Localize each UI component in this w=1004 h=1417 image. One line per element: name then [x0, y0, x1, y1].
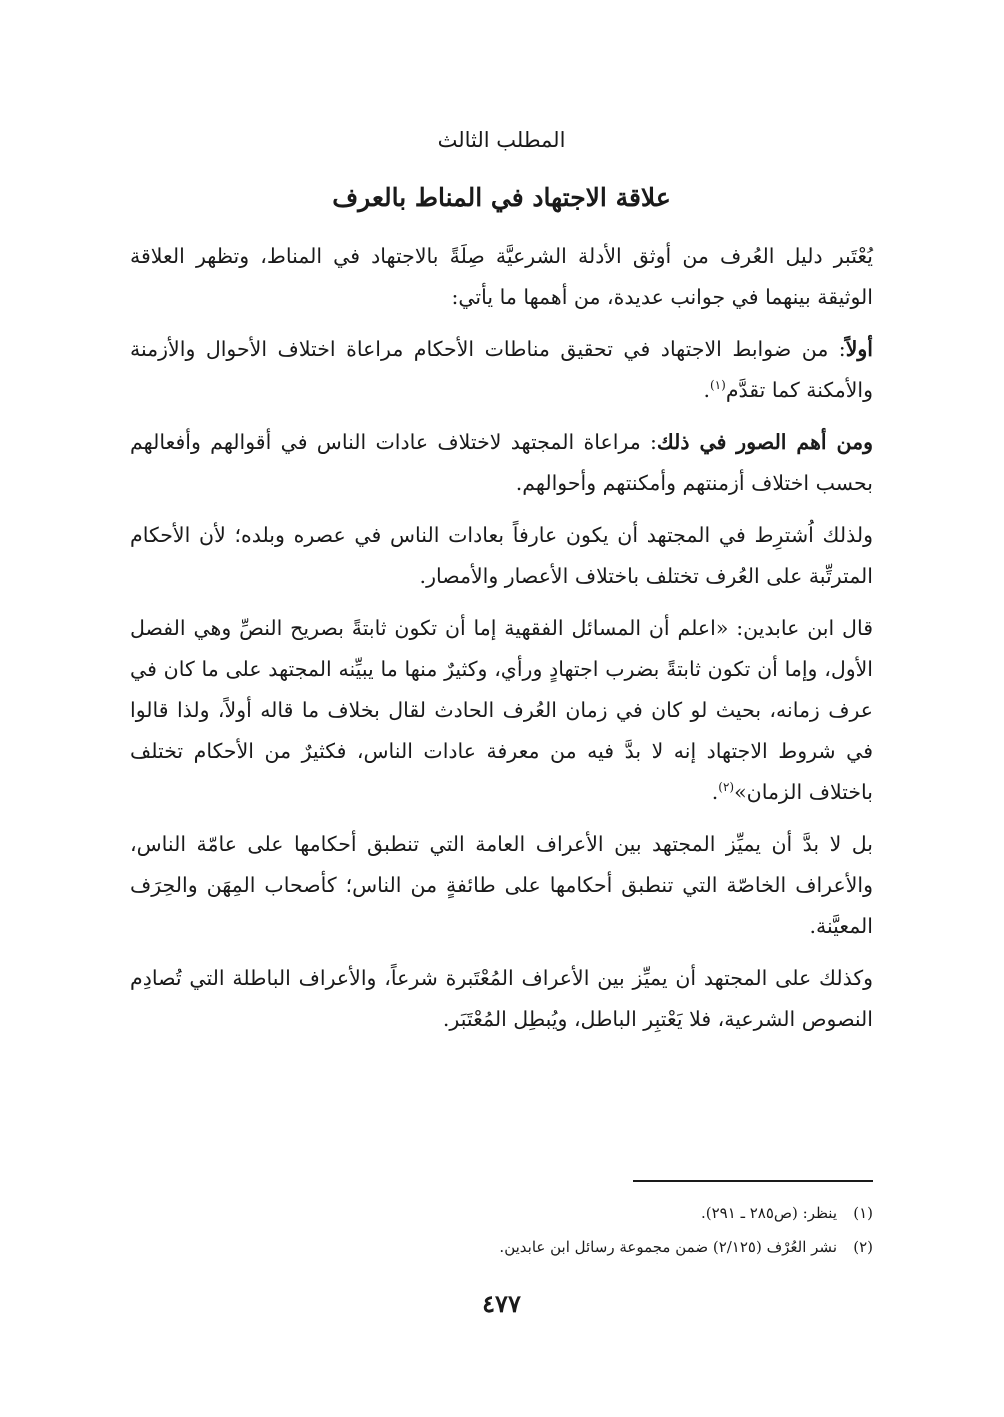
paragraph-3 — [130, 422, 873, 504]
paragraph-2 — [130, 329, 873, 411]
paragraph-1-text: يُعْتَبر دليل العُرف من أوثق الأدلة الشرعيَّة صِلَةً بالاجتهاد في المناط، وتظهر العلاقة الوثيقة بينهما في جوانب عديدة، من أهمها ما يأتي: — [130, 244, 873, 309]
paragraph-5-tail: . — [711, 780, 719, 804]
footnote-1-text: ينظر: (ص٢٨٥ ـ ٢٩١). — [701, 1204, 837, 1222]
paragraph-2-lead: أولاً — [845, 337, 873, 361]
footnotes — [130, 1196, 873, 1264]
paragraph-7 — [130, 958, 873, 1040]
footnote-2 — [130, 1230, 873, 1264]
paragraph-4 — [130, 515, 873, 597]
paragraph-4-text: ولذلك اُشترِط في المجتهد أن يكون عارفاً بعادات الناس في عصره وبلده؛ لأن الأحكام المترتِّبة على العُرف تختلف باختلاف الأعصار والأمصار. — [130, 523, 873, 588]
footnote-ref-1[interactable]: (١) — [709, 378, 726, 393]
footnote-2-text: نشر العُرْف (٢/١٢٥) ضمن مجموعة رسائل ابن عابدين. — [499, 1238, 837, 1256]
footnote-ref-2[interactable]: (٢) — [718, 780, 735, 795]
footnote-1-number: (١) — [853, 1204, 873, 1222]
section-title: علاقة الاجتهاد في المناط بالعرف — [332, 183, 671, 212]
book-page — [130, 0, 873, 1417]
page-number: ٤٧٧ — [482, 1289, 521, 1318]
paragraph-5 — [130, 608, 873, 813]
paragraph-2-tail: . — [703, 378, 710, 402]
paragraph-1 — [130, 236, 873, 318]
paragraph-3-lead: ومن أهم الصور في ذلك — [656, 430, 873, 454]
footnote-divider — [633, 1180, 873, 1182]
paragraph-6-text: بل لا بدَّ أن يميِّز المجتهد بين الأعراف العامة التي تنطبق أحكامها على عامّة الناس، والأعراف الخاصّة التي تنطبق أحكامها على طائفةٍ من الناس؛ كأصحاب المِهَن والحِرَف المعيَّنة. — [130, 832, 873, 938]
paragraph-7-text: وكذلك على المجتهد أن يميِّز بين الأعراف المُعْتَبرة شرعاً، والأعراف الباطلة التي تُصادِم النصوص الشرعية، فلا يَعْتبِر الباطل، ويُبطِل المُعْتَبَر. — [130, 966, 873, 1031]
body-text — [130, 236, 873, 1051]
paragraph-6 — [130, 824, 873, 947]
paragraph-5-text: قال ابن عابدين: «اعلم أن المسائل الفقهية إما أن تكون ثابتةً بصريح النصِّ وهي الفصل الأول، وإما أن تكون ثابتةً بضرب اجتهادٍ ورأي، وكثيرٌ منها ما يبيِّنه المجتهد على ما كان في عرف زمانه، بحيث لو كان في زمان العُرف الحادث لقال بخلاف ما قاله أولاً، ولذا قالوا في شروط الاجتهاد إنه لا بدَّ فيه من معرفة عادات الناس، فكثيرٌ من الأحكام تختلف باختلاف الزمان» — [130, 616, 873, 804]
section-label: المطلب الثالث — [437, 128, 566, 152]
paragraph-3-text: : مراعاة المجتهد لاختلاف عادات الناس في أقوالهم وأفعالهم بحسب اختلاف أزمنتهم وأمكنتهم وأحوالهم. — [130, 430, 873, 495]
footnote-2-number: (٢) — [853, 1238, 873, 1256]
paragraph-2-text: : من ضوابط الاجتهاد في تحقيق مناطات الأحكام مراعاة اختلاف الأحوال والأزمنة والأمكنة كما تقدَّم — [130, 337, 873, 402]
footnote-1 — [130, 1196, 873, 1230]
